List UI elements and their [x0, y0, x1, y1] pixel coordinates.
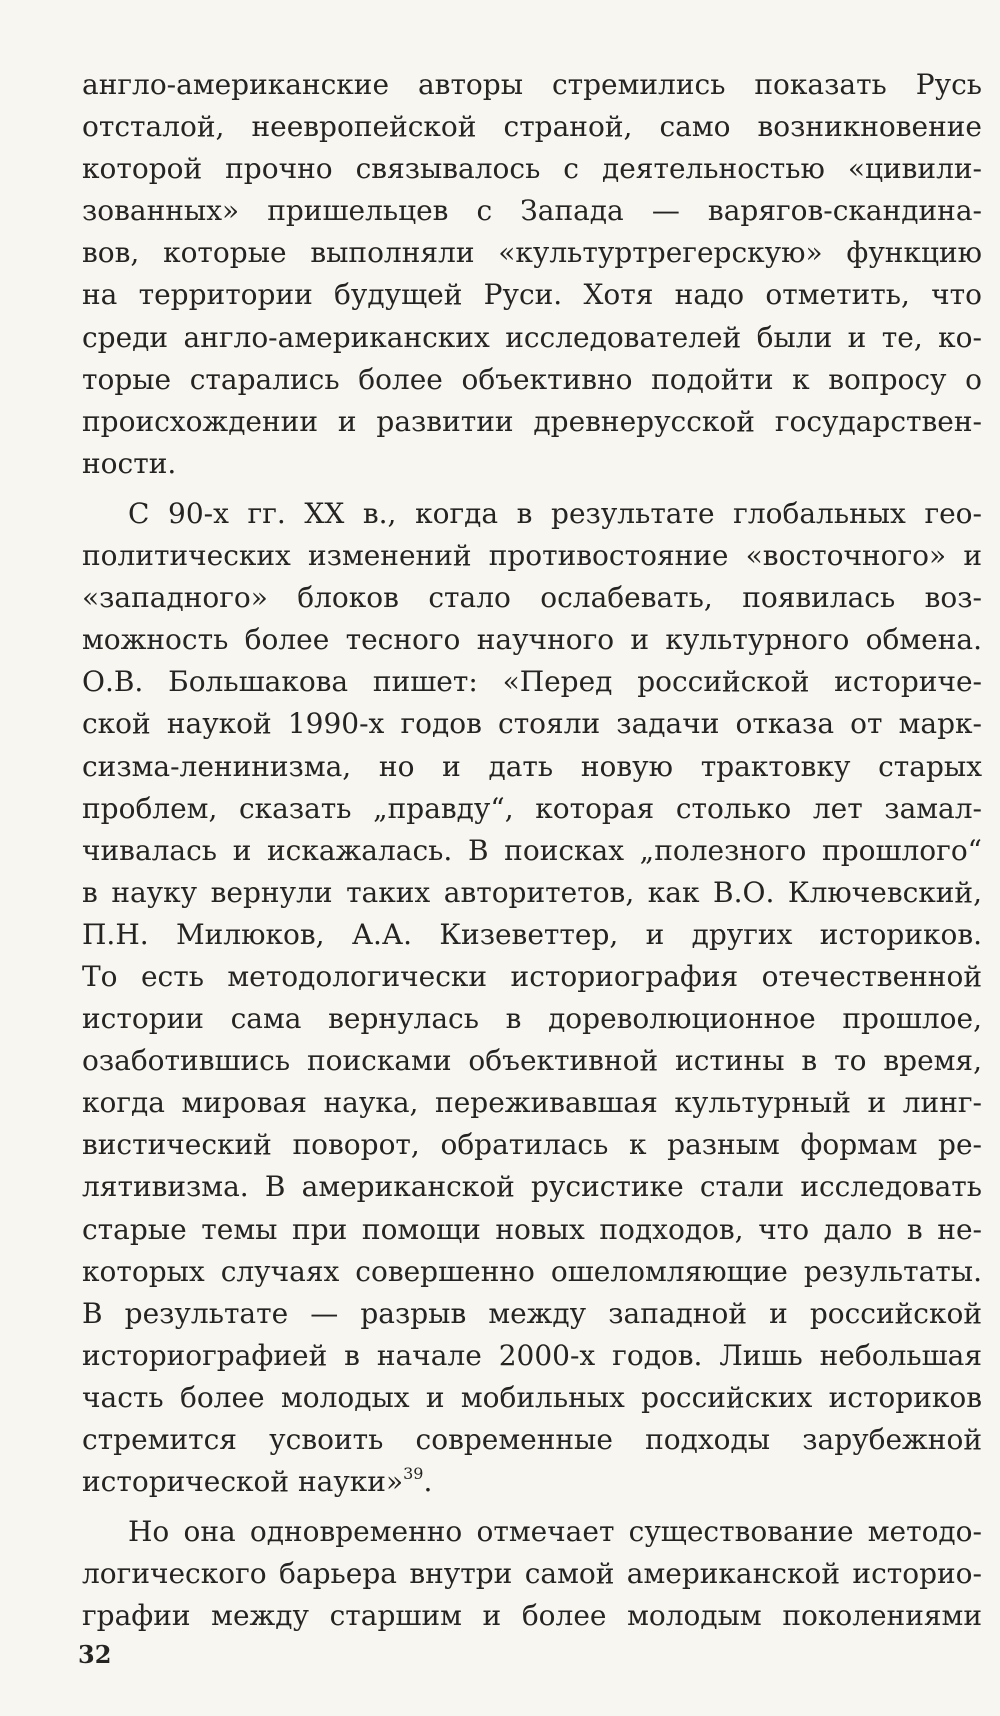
text-line: часть более молодых и мобильных российских историков	[82, 1380, 982, 1414]
text-line: ности.	[82, 446, 177, 480]
paragraph-1	[82, 64, 982, 485]
text-line: стремится усвоить современные подходы зарубежной	[82, 1423, 982, 1456]
text-line: вистический поворот, обратилась к разным формам ре-	[82, 1128, 982, 1162]
text-line: англо-американские авторы стремились показать Русь	[82, 68, 982, 101]
text-line: происхождении и развитии древнерусской государствен-	[82, 404, 982, 438]
paragraph-3	[82, 1511, 982, 1637]
text-line: на территории будущей Руси. Хотя надо отметить, что	[82, 278, 982, 312]
page-number: 32	[78, 1640, 112, 1669]
text-line: логического барьера внутри самой американской историо-	[82, 1557, 982, 1591]
text-line: вов, которые выполняли «культуртрегерскую» функцию	[82, 236, 982, 270]
footnote-marker: 39	[403, 1463, 424, 1483]
text-line: отсталой, неевропейской страной, само возникновение	[82, 110, 982, 144]
paragraph-2	[82, 493, 982, 1503]
text-fragment: исторической науки»	[82, 1465, 404, 1499]
text-line: ской наукой 1990-х годов стояли задачи отказа от марк-	[82, 707, 982, 741]
text-line: политических изменений противостояние «восточного» и	[82, 539, 982, 573]
text-line: торые старались более объективно подойти к вопросу о	[82, 362, 982, 396]
text-line: В результате — разрыв между западной и российской	[82, 1296, 982, 1330]
text-line: зованных» пришельцев с Запада — варягов-скандина-	[82, 194, 982, 228]
text-line: в науку вернули таких авторитетов, как В.О. Ключевский,	[82, 875, 982, 909]
body-text	[82, 64, 982, 1637]
text-line: которых случаях совершенно ошеломляющие результаты.	[82, 1254, 982, 1288]
text-line: которой прочно связывалось с деятельностью «цивили-	[82, 152, 982, 186]
text-line: можность более тесного научного и культурного обмена.	[82, 623, 982, 657]
text-line: То есть методологически историография отечественной	[82, 959, 982, 993]
text-line: старые темы при помощи новых подходов, что дало в не-	[82, 1212, 982, 1246]
text-line: О.В. Большакова пишет: «Перед российской историче-	[82, 665, 982, 699]
text-line: истории сама вернулась в дореволюционное прошлое,	[82, 1002, 982, 1036]
text-line: историографией в начале 2000-х годов. Лишь небольшая	[82, 1338, 982, 1372]
text-line: лятивизма. В американской русистике стали исследовать	[82, 1170, 982, 1204]
text-line: графии между старшим и более молодым поколениями	[82, 1599, 982, 1633]
text-line: чивалась и искажалась. В поисках „полезного прошлого“	[82, 833, 982, 867]
text-line: когда мировая наука, переживавшая культурный и линг-	[82, 1086, 982, 1120]
text-line: сизма-ленинизма, но и дать новую трактовку старых	[82, 749, 982, 783]
text-fragment: .	[423, 1465, 433, 1499]
text-line-with-footnote	[82, 1461, 982, 1503]
text-line: Но она одновременно отмечает существование методо-	[128, 1515, 982, 1549]
text-line: среди англо-американских исследователей были и те, ко-	[82, 320, 982, 354]
text-line: проблем, сказать „правду“, которая столько лет замал-	[82, 791, 982, 825]
text-line: П.Н. Милюков, А.А. Кизеветтер, и других историков.	[82, 917, 982, 951]
text-line: «западного» блоков стало ослабевать, появилась воз-	[82, 581, 982, 615]
text-line: озаботившись поисками объективной истины в то время,	[82, 1044, 982, 1078]
text-line: С 90-х гг. XX в., когда в результате глобальных гео-	[128, 496, 982, 530]
